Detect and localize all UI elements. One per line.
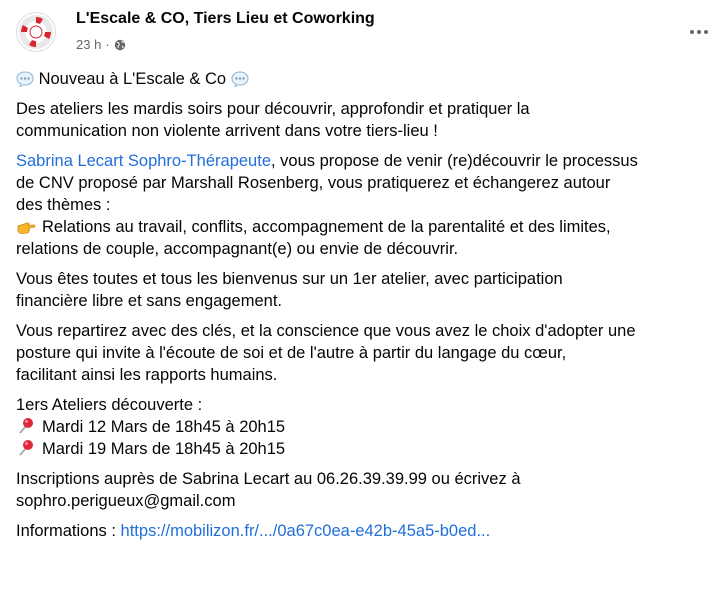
- post-timestamp[interactable]: 23 h: [76, 37, 102, 52]
- text-line: [16, 150, 716, 172]
- text-line: des thèmes :: [16, 196, 111, 214]
- themes-text: Relations au travail, conflits, accompagnement de la parentalité et des limites,: [42, 218, 611, 236]
- post-body: [16, 68, 716, 550]
- page-name-link[interactable]: L'Escale & CO, Tiers Lieu et Coworking: [76, 10, 375, 27]
- pointing-hand-icon: [16, 217, 36, 235]
- info-link[interactable]: https://mobilizon.fr/.../0a67c0ea-e42b-45a5-b0ed...: [120, 522, 491, 540]
- text-line: Vous repartirez avec des clés, et la conscience que vous avez le choix d'adopter une: [16, 322, 636, 340]
- page-avatar[interactable]: [16, 12, 56, 52]
- meta-separator: ·: [105, 37, 110, 52]
- info-paragraph: [16, 520, 716, 542]
- session-item: [16, 416, 716, 438]
- text-line: sophro.perigueux@gmail.com: [16, 492, 236, 510]
- text-line: Inscriptions auprès de Sabrina Lecart au 06.26.39.39.99 ou écrivez à: [16, 470, 521, 488]
- session-date: Mardi 12 Mars de 18h45 à 20h15: [42, 418, 286, 436]
- more-dot: [690, 30, 694, 34]
- text-line: financière libre et sans engagement.: [16, 292, 282, 310]
- more-dot: [697, 30, 701, 34]
- text-line: facilitant ainsi les rapports humains.: [16, 366, 278, 384]
- text-line: posture qui invite à l'écoute de soi et de l'autre à partir du langage du cœur,: [16, 344, 567, 362]
- speech-bubble-icon: [231, 71, 249, 87]
- welcome-paragraph: [16, 268, 716, 312]
- outcome-paragraph: [16, 320, 716, 386]
- lifebuoy-logo-icon: [17, 13, 55, 51]
- speech-bubble-icon: [16, 71, 34, 87]
- session-date: Mardi 19 Mars de 18h45 à 20h15: [42, 440, 286, 458]
- more-dot: [704, 30, 708, 34]
- mention-link[interactable]: Sabrina Lecart Sophro-Thérapeute: [16, 152, 271, 170]
- round-pushpin-icon: [16, 417, 36, 435]
- text-line: communication non violente arrivent dans votre tiers-lieu !: [16, 122, 438, 140]
- text-line: [16, 520, 716, 542]
- post-header: [16, 8, 713, 58]
- session-item: [16, 438, 716, 460]
- post-meta: [76, 37, 126, 52]
- text-line: [16, 216, 716, 238]
- round-pushpin-icon: [16, 439, 36, 457]
- text-line: Des ateliers les mardis soirs pour découvrir, approfondir et pratiquer la: [16, 100, 530, 118]
- intro-paragraph: [16, 98, 716, 142]
- cnv-paragraph: [16, 150, 716, 260]
- text-line: relations de couple, accompagnant(e) ou envie de découvrir.: [16, 240, 459, 258]
- sessions-paragraph: [16, 394, 716, 460]
- text-line: Vous êtes toutes et tous les bienvenus sur un 1er atelier, avec participation: [16, 270, 563, 288]
- text-line: de CNV proposé par Marshall Rosenberg, vous pratiquerez et échangerez autour: [16, 174, 611, 192]
- sessions-title: 1ers Ateliers découverte :: [16, 396, 203, 414]
- info-label: Informations :: [16, 522, 121, 540]
- post-title: Nouveau à L'Escale & Co: [38, 70, 227, 88]
- globe-icon: [114, 39, 126, 51]
- more-options-button[interactable]: [685, 22, 713, 42]
- mention-rest: , vous propose de venir (re)découvrir le processus: [271, 152, 638, 170]
- inscriptions-paragraph: [16, 468, 716, 512]
- post-title-line: [16, 68, 716, 90]
